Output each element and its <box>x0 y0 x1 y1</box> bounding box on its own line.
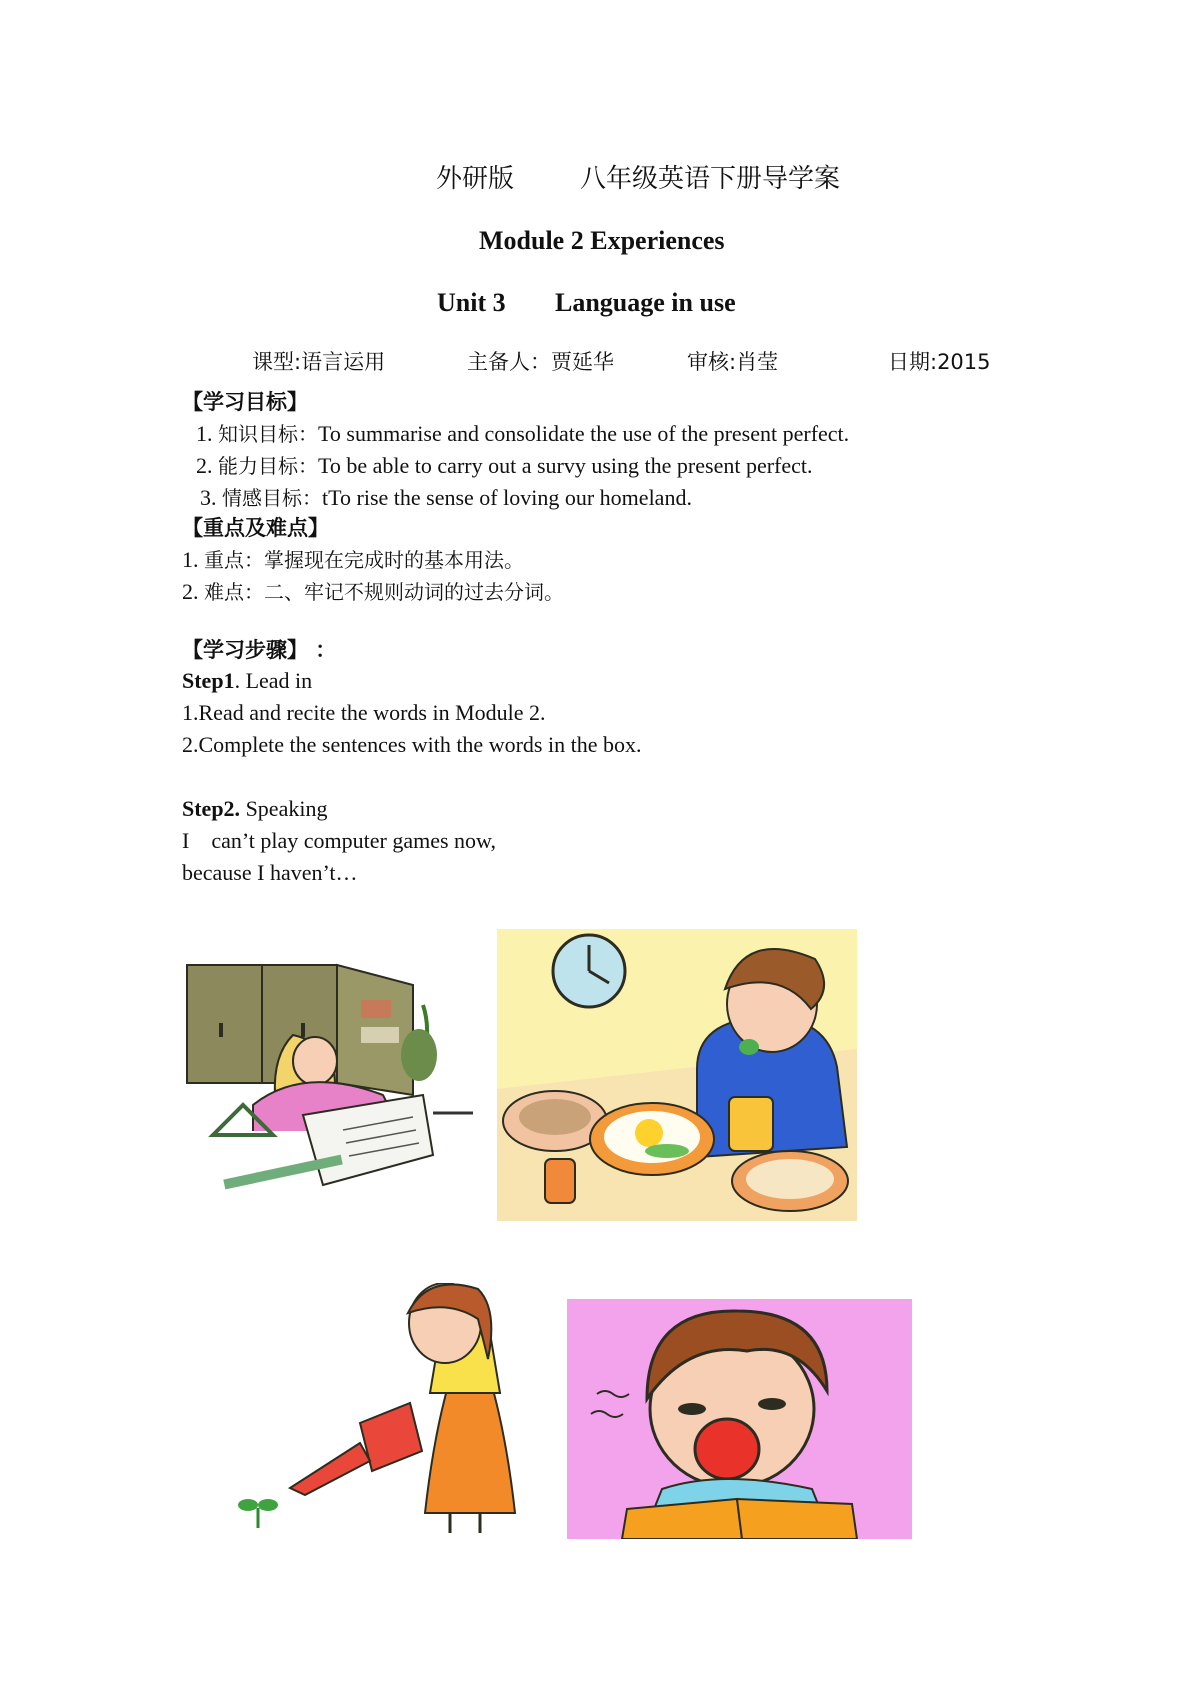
boy-breakfast-image <box>497 929 857 1221</box>
key-point-item: 2. 难点：二、牢记不规则动词的过去分词。 <box>182 579 564 604</box>
girl-watering-image <box>210 1283 535 1540</box>
step2-item: because I haven’t… <box>182 860 358 885</box>
date: 日期:2015 <box>888 350 991 374</box>
reviewer: 审核:肖莹 <box>687 350 779 374</box>
key-point-item: 1. 重点：掌握现在完成时的基本用法。 <box>182 547 524 572</box>
lesson-type: 课型:语言运用 <box>252 350 386 374</box>
boy-yawning-image <box>567 1299 912 1539</box>
objective-item: 3. 情感目标：tTo rise the sense of loving our homeland. <box>200 485 692 510</box>
publisher-title: 外研版 <box>436 164 515 194</box>
step1-line: Step1. Lead in <box>182 668 313 693</box>
course-title: 八年级英语下册导学案 <box>580 164 841 194</box>
key-points-heading: 【重点及难点】 <box>182 516 329 540</box>
objective-item: 1. 知识目标：To summarise and consolidate the use of the present perfect. <box>196 421 850 446</box>
module-title: Module 2 Experiences <box>479 226 725 255</box>
step2-line: Step2. Speaking <box>182 796 328 821</box>
step2-item: I can’t play computer games now, <box>182 828 497 853</box>
objectives-heading: 【学习目标】 <box>182 390 308 414</box>
preparer: 主备人：贾延华 <box>467 350 614 374</box>
step1-item: 2.Complete the sentences with the words in the box. <box>182 732 642 757</box>
girl-homework-image <box>183 945 488 1207</box>
unit-title: Language in use <box>555 288 736 317</box>
unit-number: Unit 3 <box>437 288 506 317</box>
objective-item: 2. 能力目标：To be able to carry out a survy using the present perfect. <box>196 453 813 478</box>
step1-item: 1.Read and recite the words in Module 2. <box>182 700 546 725</box>
steps-heading: 【学习步骤】 ： <box>182 638 337 662</box>
